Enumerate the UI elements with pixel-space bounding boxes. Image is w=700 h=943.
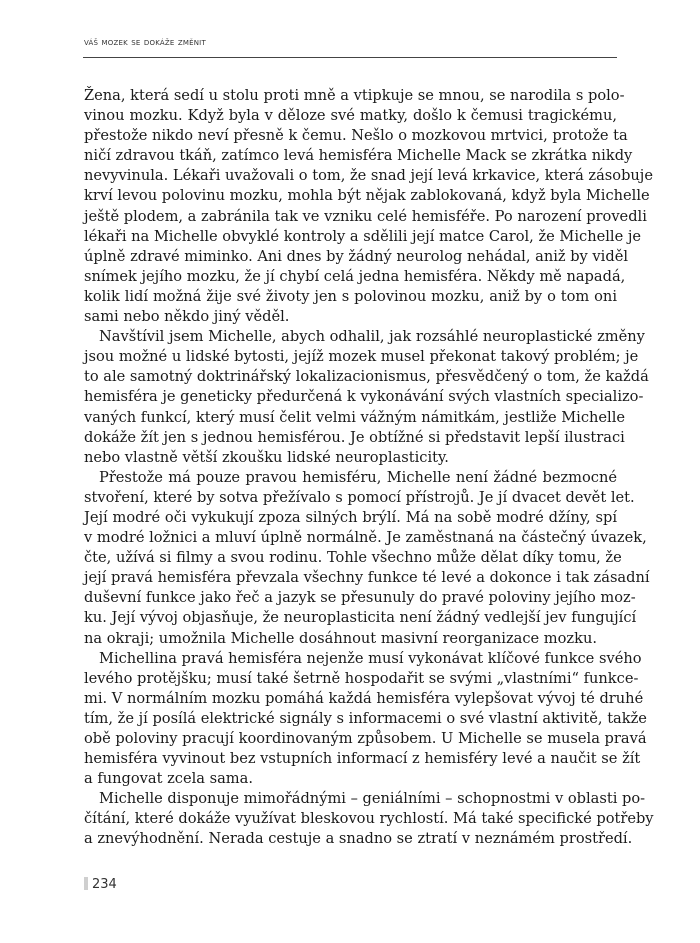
- text-line: kolik lidí možná žije své životy jen s polovinou mozku, aniž by o tom oni: [84, 287, 617, 305]
- text-line: čítání, které dokáže využívat bleskovou rychlostí. Má také specifické potřeby: [84, 810, 654, 828]
- text-line: čte, užívá si filmy a svou rodinu. Tohle všechno může dělat díky tomu, že: [84, 549, 622, 567]
- text-line: jsou možné u lidské bytosti, jejíž mozek musel překonat takový problém; je: [84, 348, 639, 366]
- text-line: obě poloviny pracují koordinovaným způsobem. U Michelle se musela pravá: [84, 730, 647, 747]
- text-line: ku. Její vývoj objasňuje, že neuroplasticita není žádný vedlejší jev fungující: [84, 609, 637, 627]
- text-line: Michellina pravá hemisféra nejenže musí vykonávat klíčové funkce svého: [99, 649, 642, 667]
- text-line: Přestože má pouze pravou hemisféru, Michelle není žádné bezmocné: [99, 468, 617, 486]
- text-line: hemisféra je geneticky předurčená k vykonávání svých vlastních specializo-: [84, 388, 644, 406]
- text-line: přestože nikdo neví přesně k čemu. Nešlo o mozkovou mrtvici, protože ta: [84, 127, 628, 145]
- text-line: krví levou polovinu mozku, mohla být nějak zablokovaná, když byla Michelle: [84, 187, 650, 205]
- text-line: ještě plodem, a zabránila tak ve vzniku celé hemisféře. Po narození provedli: [84, 207, 647, 225]
- text-line: duševní funkce jako řeč a jazyk se přesunuly do pravé poloviny jejího moz-: [84, 589, 636, 607]
- paragraph: [84, 86, 653, 327]
- text-line: nevyvinula. Lékaři uvažovali o tom, že snad její levá krkavice, která zásobuje: [84, 167, 653, 185]
- page-number: 234: [92, 877, 117, 892]
- text-line: tím, že jí posílá elektrické signály s informacemi o své vlastní aktivitě, takže: [84, 709, 647, 727]
- running-head: [84, 37, 618, 48]
- folio-bar-decoration: [84, 877, 88, 890]
- text-line: Michelle disponuje mimořádnými – geniálními – schopnostmi v oblasti po-: [99, 790, 646, 808]
- text-line: její pravá hemisféra převzala všechny funkce té levé a dokonce i tak zásadní: [84, 569, 650, 587]
- paragraph: [84, 468, 650, 649]
- paragraph: [84, 649, 647, 790]
- text-line: úplně zdravé miminko. Ani dnes by žádný neurolog nehádal, aniž by viděl: [84, 247, 628, 265]
- page-footer: [84, 877, 117, 892]
- text-line: lékaři na Michelle obvyklé kontroly a sdělili její matce Carol, že Michelle je: [84, 227, 641, 245]
- text-line: a znevýhodnění. Nerada cestuje a snadno se ztratí v neznámém prostředí.: [84, 830, 633, 848]
- text-line: levého protějšku; musí také šetrně hospodařit se svými „vlastními“ funkce-: [84, 669, 639, 687]
- body-text: [84, 86, 654, 850]
- text-line: v modré ložnici a mluví úplně normálně. Je zaměstnaná na částečný úvazek,: [84, 529, 647, 547]
- text-line: sami nebo někdo jiný věděl.: [84, 308, 290, 326]
- text-line: snímek jejího mozku, že jí chybí celá jedna hemisféra. Někdy mě napadá,: [84, 267, 626, 285]
- paragraph: [84, 327, 649, 468]
- text-line: vaných funkcí, který musí čelit velmi vážným námitkám, jestliže Michelle: [84, 408, 626, 426]
- text-line: a fungovat zcela sama.: [84, 770, 253, 788]
- text-line: stvoření, které by sotva přežívalo s pomocí přístrojů. Je jí dvacet devět let.: [84, 488, 635, 506]
- text-line: Navštívil jsem Michelle, abych odhalil, jak rozsáhlé neuroplastické změny: [99, 328, 645, 346]
- header-rule: [83, 57, 617, 58]
- running-head-text: váš mozek se dokáže změnit: [84, 37, 206, 48]
- text-line: Žena, která sedí u stolu proti mně a vtipkuje se mnou, se narodila s polo-: [84, 87, 625, 104]
- text-line: dokáže žít jen s jednou hemisférou. Je obtížné si představit lepší ilustraci: [84, 428, 625, 446]
- text-line: vinou mozku. Když byla v děloze své matky, došlo k čemusi tragickému,: [84, 107, 617, 125]
- text-line: Její modré oči vykukují zpoza silných brýlí. Má na sobě modré džíny, spí: [84, 508, 617, 526]
- paragraph: [84, 789, 654, 849]
- text-line: ničí zdravou tkáň, zatímco levá hemisféra Michelle Mack se zkrátka nikdy: [84, 147, 633, 165]
- text-line: na okraji; umožnila Michelle dosáhnout masivní reorganizace mozku.: [84, 629, 597, 647]
- text-line: hemisféra vyvinout bez vstupních informací z hemisféry levé a naučit se žít: [84, 750, 641, 768]
- text-line: to ale samotný doktrinářský lokalizacionismus, přesvědčený o tom, že každá: [84, 368, 649, 386]
- text-line: nebo vlastně větší zkoušku lidské neuroplasticity.: [84, 448, 449, 466]
- text-line: mi. V normálním mozku pomáhá každá hemisféra vylepšovat vývoj té druhé: [84, 689, 644, 707]
